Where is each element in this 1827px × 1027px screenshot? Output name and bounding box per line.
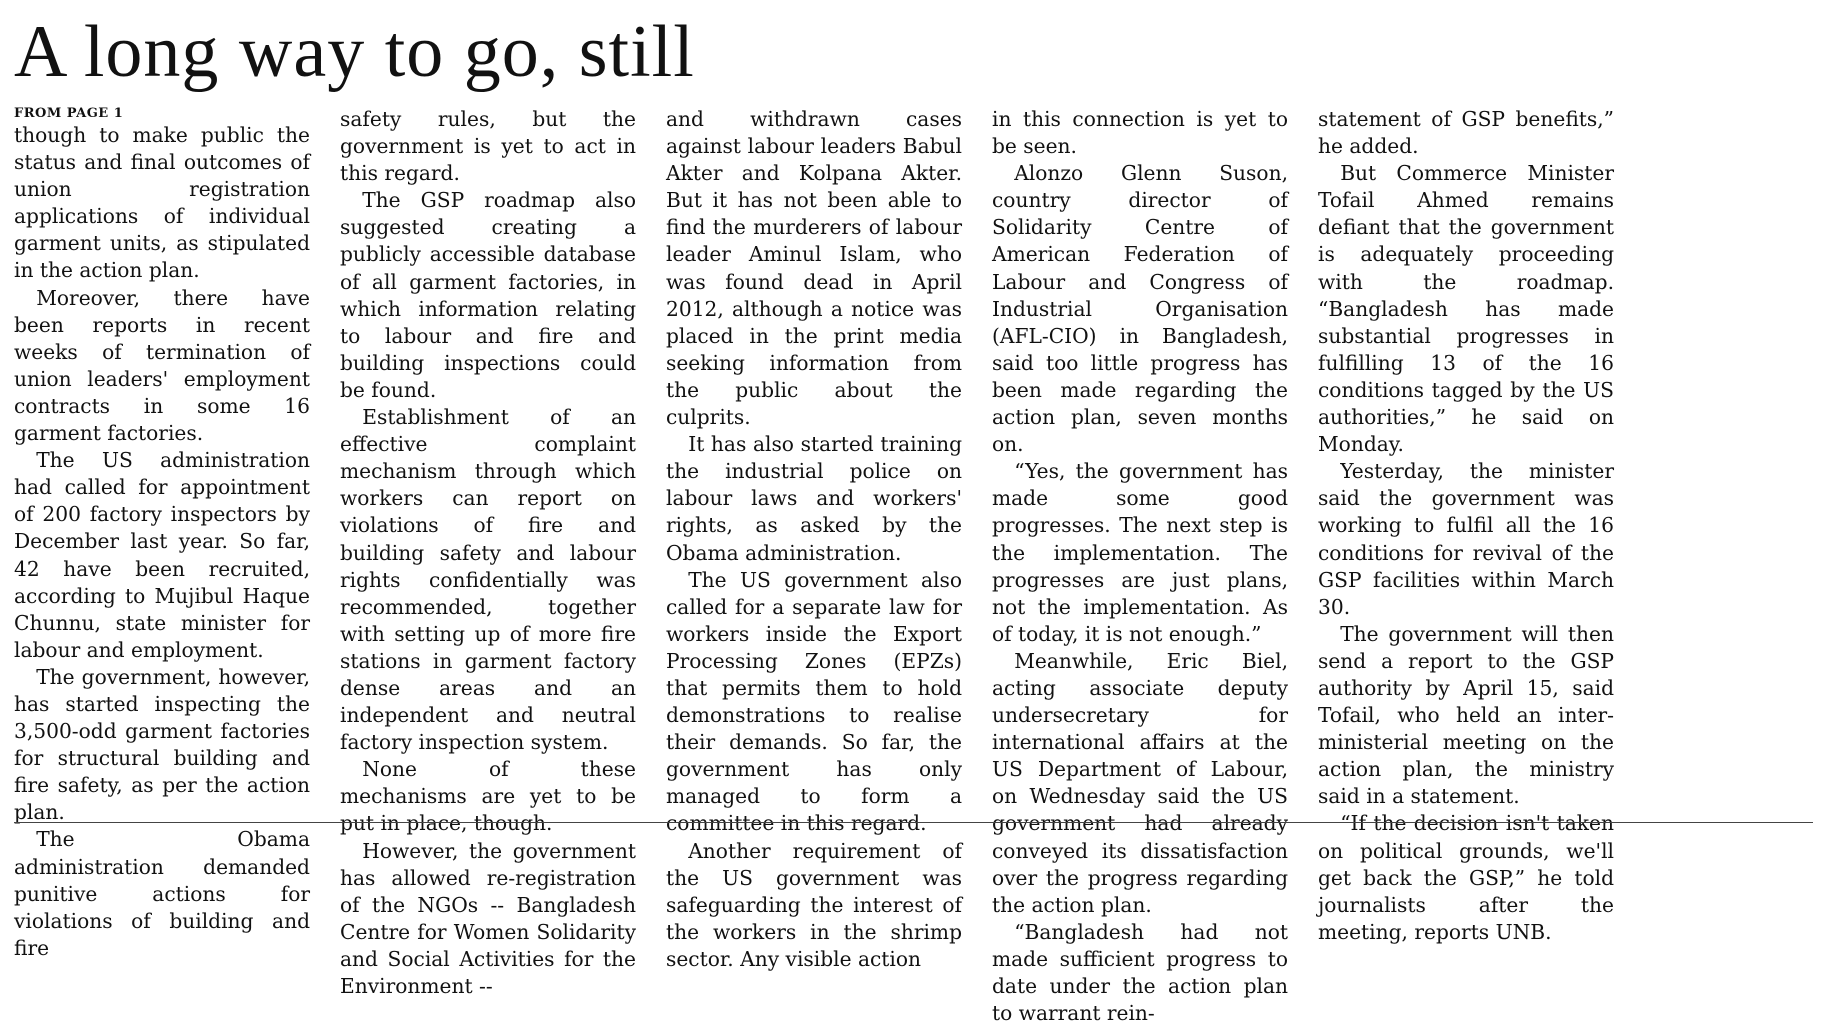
paragraph: Alonzo Glenn Suson, country director of Solidarity Centre of American Federation of Labour and Congress of Industrial Organisation (AFL-CIO) in Bangladesh, said too little progress has been made regarding the action plan, seven months on. — [992, 161, 1288, 457]
paragraph: and withdrawn cases against labour leaders Babul Akter and Kolpana Akter. But it has not been able to find the murderers of labour leader Aminul Islam, who was found dead in April 2012, although a notice was placed in the print media seeking information from the public about the culprits. — [666, 107, 962, 430]
paragraph: Yesterday, the minister said the government was working to fulfil all the 16 conditions for revival of the GSP facilities within March 30. — [1318, 459, 1614, 619]
paragraph: The GSP roadmap also suggested creating a publicly accessible database of all garment factories, in which information relating to labour and fire and building inspections could be found. — [340, 188, 636, 402]
paragraph: However, the government has allowed re-registration of the NGOs -- Bangladesh Centre for Women Solidarity and Social Activities for the Environment -- — [340, 838, 636, 998]
paragraph: The US government also called for a separate law for workers inside the Export Processing Zones (EPZs) that permits them to hold demonstrations to realise their demands. So far, the government has only managed to form a committee in this regard. — [666, 567, 962, 836]
kicker-from-page: FROM PAGE 1 — [14, 106, 124, 121]
paragraph: None of these mechanisms are yet to be put in place, though. — [340, 757, 636, 836]
paragraph: “Bangladesh had not made sufficient progress to date under the action plan to warrant rein- — [992, 919, 1288, 1026]
paragraph: The US administration had called for appointment of 200 factory inspectors by December last year. So far, 42 have been recruited, according to Mujibul Haque Chunnu, state minister for labour and employment. — [14, 448, 310, 662]
paragraph: Establishment of an effective complaint mechanism through which workers can report on violations of fire and building safety and labour rights confidentially was recommended, together with setting up of more fire stations in garment factory dense areas and an independent and neutral factory inspection system. — [340, 405, 636, 755]
paragraph: statement of GSP benefits,” he added. — [1318, 107, 1614, 159]
paragraph: The government will then send a report to the GSP authority by April 15, said Tofail, who held an inter-ministerial meeting on the action plan, the ministry said in a statement. — [1318, 621, 1614, 809]
paragraph: Moreover, there have been reports in recent weeks of termination of union leaders' employment contracts in some 16 garment factories. — [14, 285, 310, 446]
paragraph: “Yes, the government has made some good progresses. The next step is the implementation. The progresses are just plans, not the implementation. As of today, it is not enough.” — [992, 459, 1288, 646]
paragraph: The government, however, has started inspecting the 3,500-odd garment factories for structural building and fire safety, as per the action plan. — [14, 664, 310, 825]
article-columns — [14, 106, 1813, 1027]
column-4 — [992, 106, 1288, 1027]
paragraph: The Obama administration demanded punitive actions for violations of building and fire — [14, 827, 310, 960]
paragraph: though to make public the status and final outcomes of union registration applications of individual garment units, as stipulated in the action plan. — [14, 123, 310, 283]
paragraph: “If the decision isn't taken on political grounds, we'll get back the GSP,” he told journalists after the meeting, reports UNB. — [1318, 811, 1614, 944]
bottom-rule — [14, 822, 1813, 823]
paragraph: It has also started training the industrial police on labour laws and workers' rights, as asked by the Obama administration. — [666, 432, 962, 565]
paragraph: But Commerce Minister Tofail Ahmed remains defiant that the government is adequately proceeding with the roadmap. “Bangladesh has made substantial progresses in fulfilling 13 of the 16 conditions tagged by the US authorities,” he said on Monday. — [1318, 161, 1614, 457]
paragraph: in this connection is yet to be seen. — [992, 107, 1288, 159]
paragraph: Meanwhile, Eric Biel, acting associate deputy undersecretary for international affairs at the US Department of Labour, on Wednesday said the US government had already conveyed its dissatisfaction over the progress regarding the action plan. — [992, 648, 1288, 917]
paragraph: safety rules, but the government is yet to act in this regard. — [340, 107, 636, 186]
column-2 — [340, 106, 636, 1027]
column-3 — [666, 106, 962, 1027]
column-5 — [1318, 106, 1614, 1027]
headline: A long way to go, still — [14, 11, 695, 93]
paragraph: Another requirement of the US government was safeguarding the interest of the workers in the shrimp sector. Any visible action — [666, 838, 962, 971]
column-1 — [14, 106, 310, 1027]
